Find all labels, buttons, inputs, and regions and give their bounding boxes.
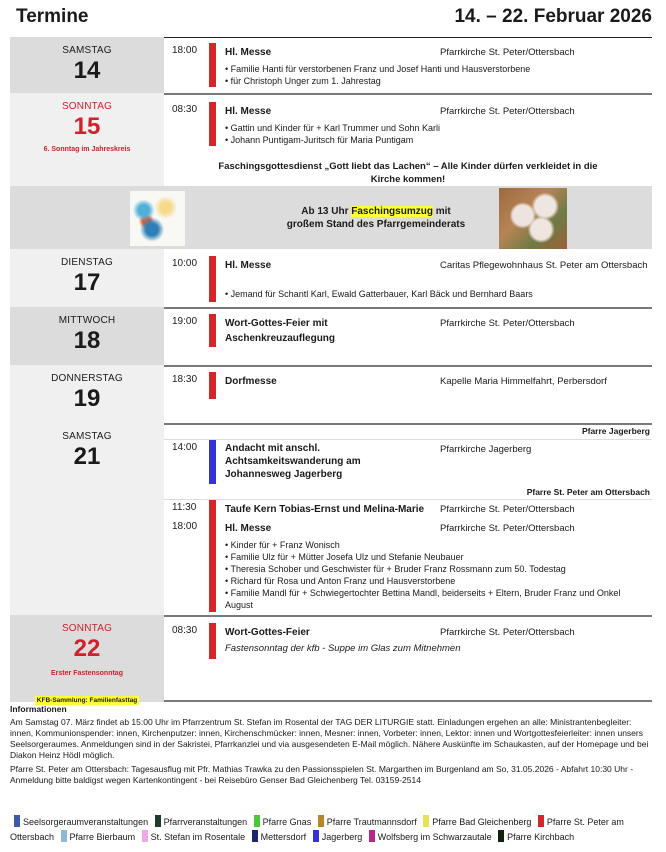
page-title: Termine — [16, 6, 89, 27]
krapfen-image — [499, 188, 567, 249]
info-paragraph: Am Samstag 07. März findet ab 15:00 Uhr im Pfarrzentrum St. Stefan im Rosental der TAG DER LITURGIE statt. Einladungen ergehen an alle: Ministrantenbegleiter: innen, Kommunionspender: innen, Kirchenputzer: innen, Kirchenschmücker: innen, Mesner: innen, Vorbeter: innen, Lektor: innen und Wortgottesfeierleiter: innen unsers Seelsorgeraumes. Anmeldungen sind in der Sakristei, Pfarrkanzlei und via ausgesendeten E-Mail möglich. Nähere Auskünfte im Schaukasten, auf der Homepage und bei Diakon Heinz Hödl möglich. — [10, 717, 649, 760]
parish-label: Pfarre Jagerberg — [581, 426, 650, 436]
day-events — [164, 93, 652, 186]
swatch-icon — [423, 815, 429, 827]
category-bar — [209, 623, 216, 659]
day-row-15 — [10, 93, 652, 186]
event-time: 18:30 — [172, 374, 198, 385]
event-title: Dorfmesse — [225, 376, 277, 387]
legend-item: Pfarre St. Peter am Ottersbach — [10, 817, 624, 842]
swatch-icon — [369, 830, 375, 842]
day-cell — [10, 249, 164, 307]
day-cell — [10, 615, 164, 702]
day-name: SONNTAG — [61, 101, 113, 112]
day-number: 19 — [73, 385, 101, 412]
day-name: SAMSTAG — [62, 431, 112, 442]
intention-item: • Gattin und Kinder für + Karl Trummer und Sohn Karli — [225, 123, 441, 133]
event-time: 18:00 — [172, 521, 198, 532]
event-note: Faschingsgottesdienst „Gott liebt das Lachen“ – Alle Kinder dürfen verkleidet in die Kirche kommen! — [218, 161, 598, 185]
event-time: 08:30 — [172, 625, 198, 636]
swatch-icon — [14, 815, 20, 827]
day-row-18 — [10, 307, 652, 365]
event-time: 11:30 — [172, 502, 197, 513]
day-number: 22 — [73, 635, 101, 662]
swatch-icon — [142, 830, 148, 842]
swatch-icon — [61, 830, 67, 842]
legend-item: Pfarre Trautmannsdorf — [314, 817, 417, 827]
intention-item: • Familie Hanti für verstorbenen Franz und Josef Hanti und Hausverstorbene — [225, 64, 531, 74]
event-location: Caritas Pflegewohnhaus St. Peter am Ottersbach — [440, 260, 648, 271]
info-heading: Informationen — [10, 704, 67, 714]
parish-label: Pfarre St. Peter am Ottersbach — [526, 487, 650, 497]
day-cell — [10, 93, 164, 186]
category-bar — [209, 500, 216, 612]
day-number: 15 — [73, 113, 101, 140]
legend-item: St. Stefan im Rosentale — [138, 832, 246, 842]
day-name: SAMSTAG — [62, 45, 112, 56]
day-events — [164, 249, 652, 307]
event-title: Hl. Messe — [225, 523, 272, 534]
event-location: Pfarrkirche St. Peter/Ottersbach — [440, 627, 575, 638]
collection-badge: KFB-Sammlung: Familienfasttag — [36, 697, 138, 704]
intention-item: • Johann Puntigam-Juritsch für Maria Puntigam — [225, 135, 414, 145]
event-location: Pfarrkirche St. Peter/Ottersbach — [440, 523, 575, 534]
legend-item: Jagerberg — [309, 832, 363, 842]
event-location: Pfarrkirche St. Peter/Ottersbach — [440, 106, 575, 117]
day-name: DIENSTAG — [61, 257, 113, 268]
day-events — [164, 307, 652, 365]
day-name: SONNTAG — [61, 623, 113, 634]
info-paragraph: Pfarre St. Peter am Ottersbach: Tagesausflug mit Pfr. Mathias Trawka zu den Passionsspielen St. Margarthen im Burgenland am So, 31.05.2026 - Abfahrt 10:30 Uhr - Anmeldung bitte baldigst wegen Kartenkontingent - bei Reisebüro Genser Bad Gleichenberg Tel. 03159-2514 — [10, 764, 634, 785]
day-events — [164, 365, 652, 423]
day-events — [164, 37, 652, 93]
date-range: 14. – 22. Februar 2026 — [454, 6, 652, 27]
color-legend — [10, 815, 655, 845]
event-time: 19:00 — [172, 316, 198, 327]
legend-item: Seelsorgeraumveranstaltungen — [10, 817, 148, 827]
swatch-icon — [155, 815, 161, 827]
event-time: 08:30 — [172, 104, 198, 115]
legend-item: Pfarre Bierbaum — [57, 832, 136, 842]
day-cell — [10, 37, 164, 93]
event-title: Andacht mit anschl. Achtsamkeitswanderung am Johannesweg Jagerberg — [225, 443, 361, 480]
category-bar — [209, 372, 216, 399]
intention-item: • Familie Ulz für + Mütter Josefa Ulz und Stefanie Neubauer — [225, 552, 464, 562]
day-cell — [10, 365, 164, 423]
event-location: Pfarrkirche St. Peter/Ottersbach — [440, 504, 575, 515]
legend-item: Pfarre Bad Gleichenberg — [419, 817, 531, 827]
swatch-icon — [254, 815, 260, 827]
event-location: Pfarrkirche Jagerberg — [440, 444, 532, 455]
event-title: Hl. Messe — [225, 47, 272, 58]
liturgical-day: 6. Sonntag im Jahreskreis — [43, 146, 131, 153]
category-bar — [209, 102, 216, 146]
intention-item: • für Christoph Unger zum 1. Jahrestag — [225, 76, 381, 86]
liturgical-day: Erster Fastensonntag — [51, 670, 123, 677]
legend-item: Wolfsberg im Schwarzautale — [365, 832, 492, 842]
legend-item: Pfarrveranstaltungen — [151, 817, 248, 827]
intention-item: • Theresia Schober und Geschwister für + Bruder Franz Rossmann zum 50. Todestag — [225, 564, 566, 574]
intentions — [225, 63, 645, 87]
day-number: 18 — [73, 327, 101, 354]
day-row-17 — [10, 249, 652, 307]
day-number: 21 — [73, 443, 101, 470]
page-header — [0, 0, 666, 36]
event-title: Hl. Messe — [225, 260, 272, 271]
day-number: 14 — [73, 57, 101, 84]
day-name: MITTWOCH — [58, 315, 116, 326]
carnival-mask-image — [130, 191, 185, 246]
day-row-14 — [10, 37, 652, 93]
swatch-icon — [252, 830, 258, 842]
day-number: 17 — [73, 269, 101, 296]
intention-item: • Richard für Rosa und Anton Franz und Hausverstorbene — [225, 576, 456, 586]
intentions — [225, 288, 645, 300]
intention-item: • Kinder für + Franz Wonisch — [225, 540, 340, 550]
legend-item: Mettersdorf — [248, 832, 307, 842]
event-location: Pfarrkirche St. Peter/Ottersbach — [440, 47, 575, 58]
event-location: Kapelle Maria Himmelfahrt, Perbersdorf — [440, 376, 607, 387]
swatch-icon — [498, 830, 504, 842]
day-cell — [10, 423, 164, 615]
intention-item: • Jemand für Schantl Karl, Ewald Gatterbauer, Karl Bäck und Bernhard Baars — [225, 289, 533, 299]
category-bar — [209, 314, 216, 347]
intentions — [225, 539, 645, 611]
event-note: Fastensonntag der kfb - Suppe im Glas zum Mitnehmen — [225, 643, 461, 654]
day-events — [164, 423, 652, 615]
category-bar — [209, 43, 216, 87]
legend-item: Pfarre Gnas — [250, 817, 312, 827]
legend-item: Pfarre Kirchbach — [494, 832, 574, 842]
divider — [164, 439, 652, 440]
event-time: 18:00 — [172, 45, 198, 56]
event-title: Hl. Messe — [225, 106, 272, 117]
day-row-19 — [10, 365, 652, 423]
day-events — [164, 615, 652, 702]
intention-item: • Familie Mandl für + Schwiegertochter Bettina Mandl, beiderseits + Eltern, Bruder Franz und Onkel August — [225, 588, 621, 610]
day-row-21 — [10, 423, 652, 615]
category-bar — [209, 256, 216, 302]
divider — [164, 499, 652, 500]
event-title: Wort-Gottes-Feier — [225, 627, 310, 638]
event-time: 10:00 — [172, 258, 198, 269]
carnival-banner — [10, 186, 652, 249]
swatch-icon — [538, 815, 544, 827]
banner-text: Ab 13 Uhr Faschingsumzug mit großem Stand des Pfarrgemeinderats — [286, 206, 466, 230]
category-bar — [209, 440, 216, 484]
event-time: 14:00 — [172, 442, 198, 453]
information-section — [10, 704, 652, 789]
day-cell — [10, 307, 164, 365]
day-name: DONNERSTAG — [51, 373, 123, 384]
event-title: Wort-Gottes-Feier mit Aschenkreuzauflegung — [225, 318, 336, 344]
day-row-22 — [10, 615, 652, 702]
highlight: Faschingsumzug — [351, 206, 433, 217]
intentions — [225, 122, 645, 146]
swatch-icon — [318, 815, 324, 827]
event-title: Taufe Kern Tobias-Ernst und Melina-Marie — [225, 504, 425, 515]
event-location: Pfarrkirche St. Peter/Ottersbach — [440, 318, 575, 329]
swatch-icon — [313, 830, 319, 842]
